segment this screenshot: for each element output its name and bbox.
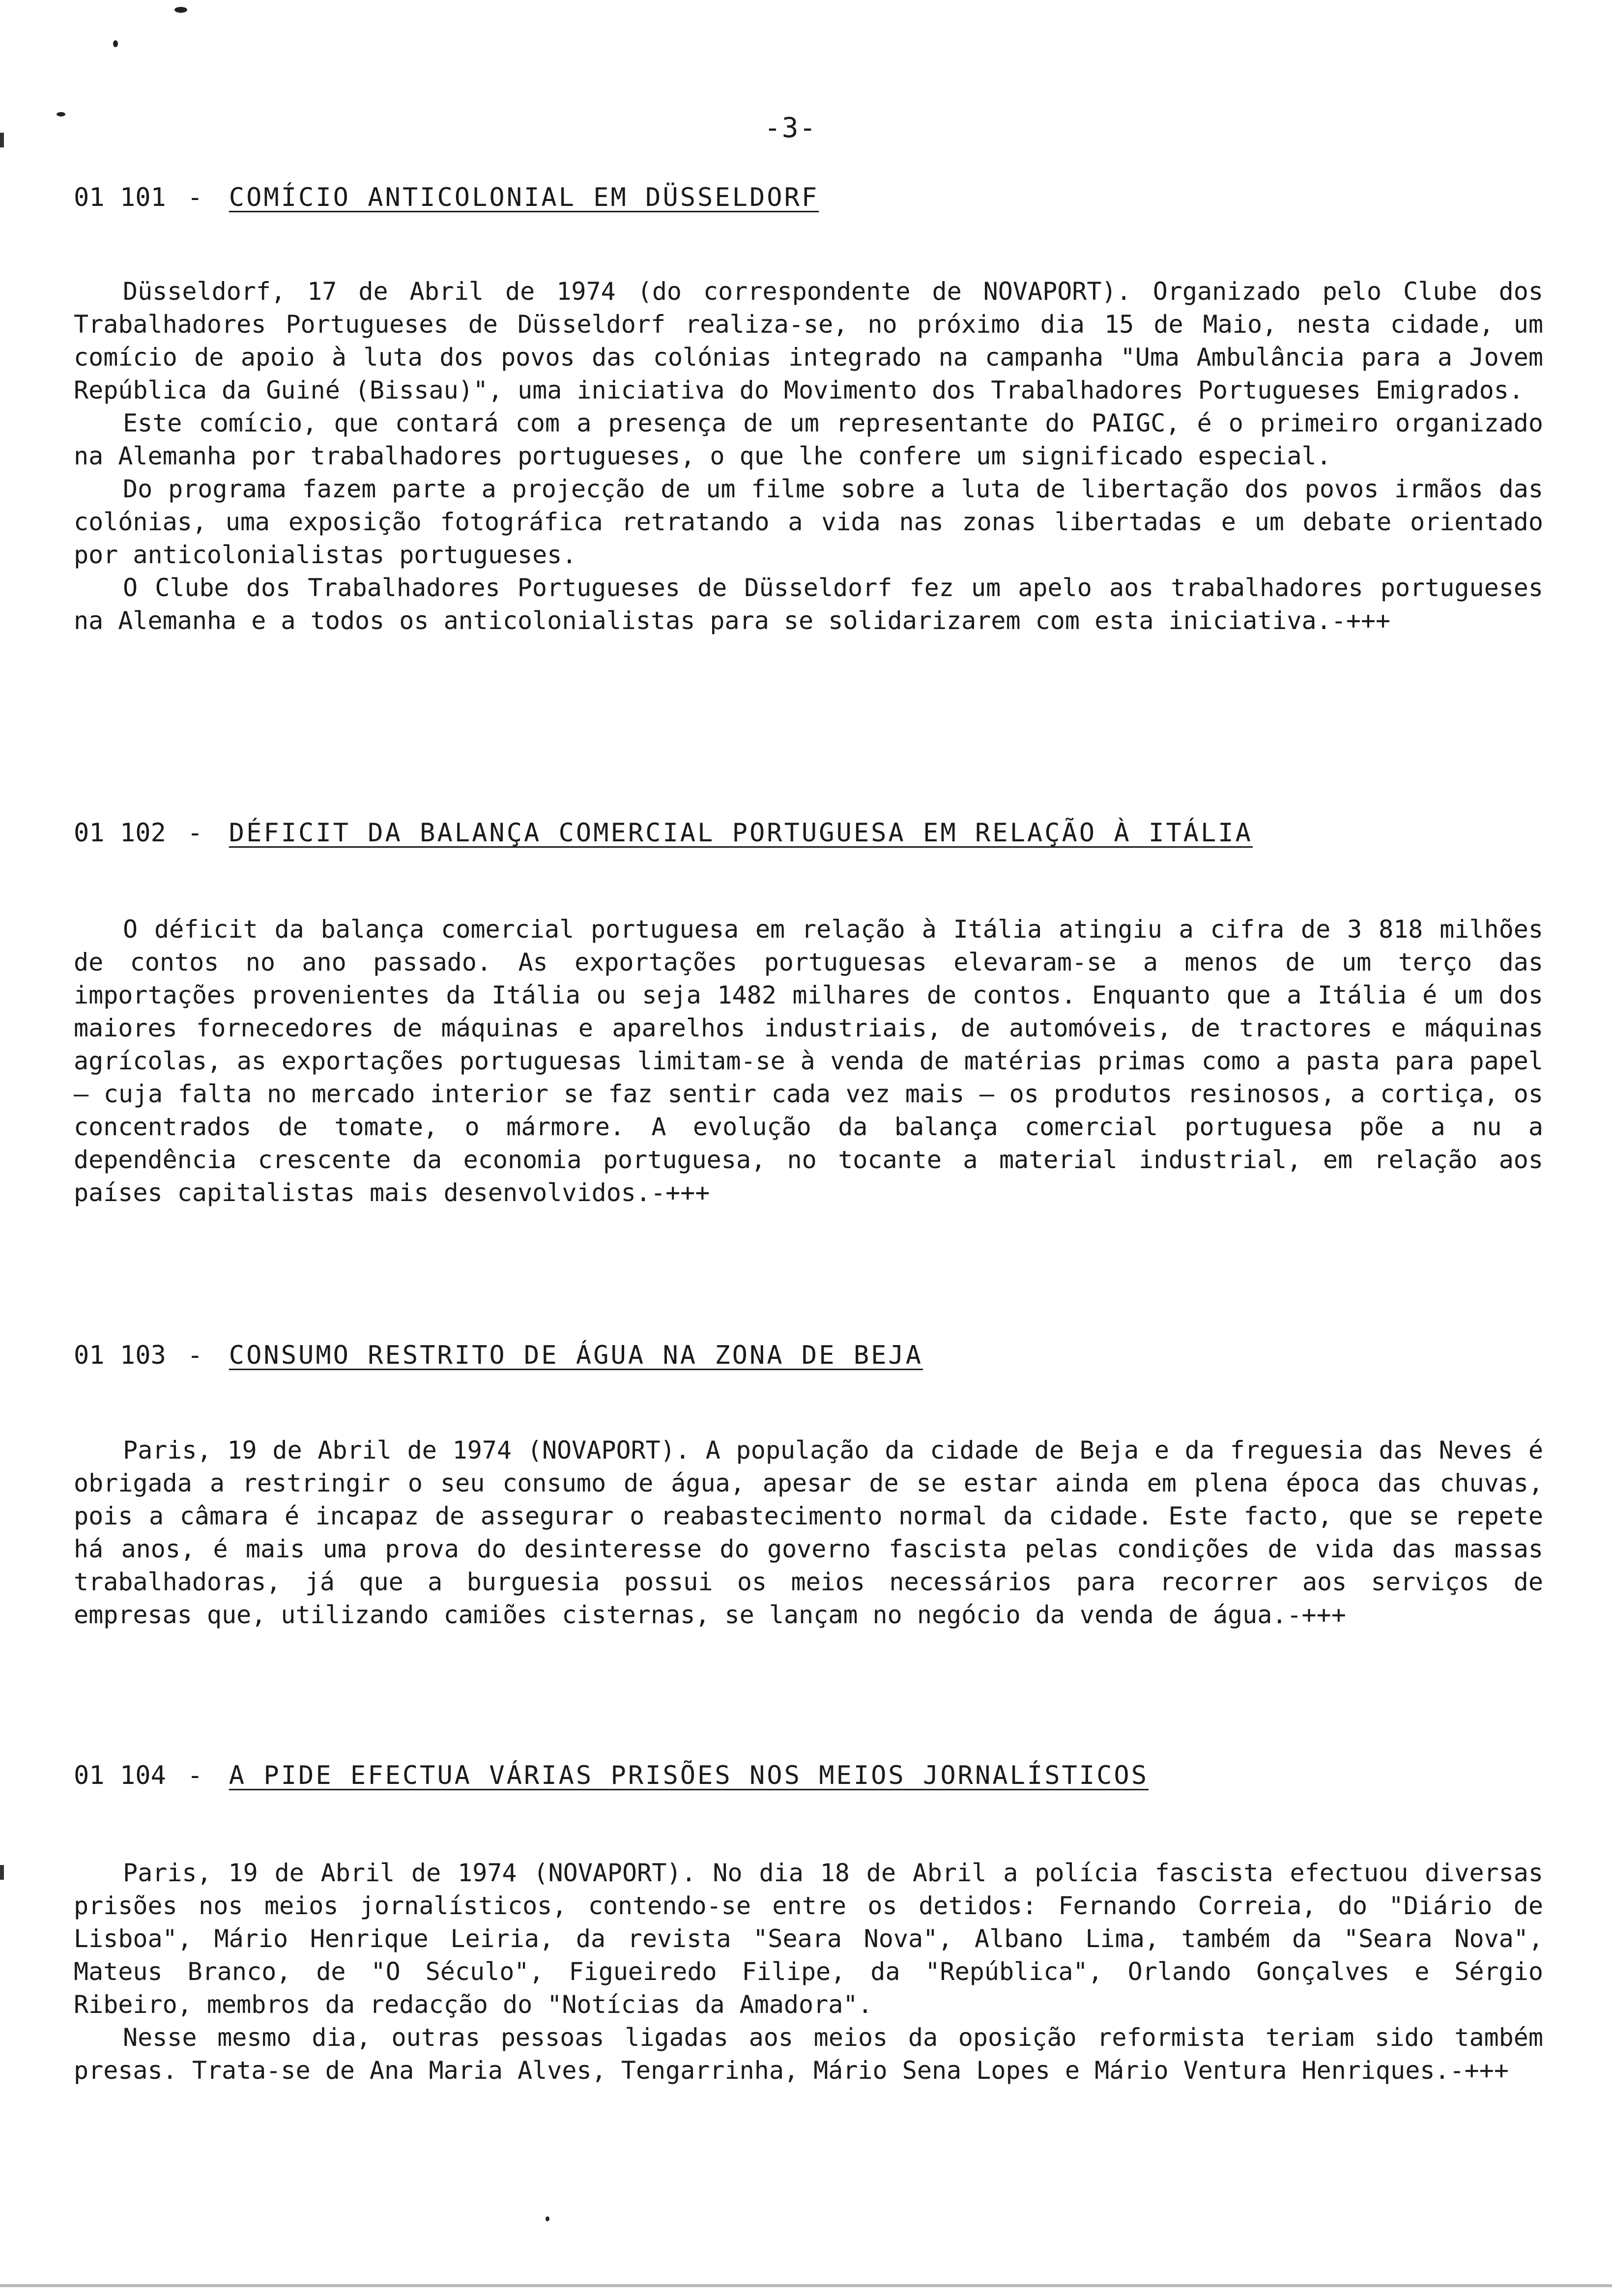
paragraph: Do programa fazem parte a projecção de um filme sobre a luta de libertação dos povos irmãos das colónias, uma exposição fotográfica retratando a vida nas zonas libertadas e um debate orientado por anticolonialistas portugueses. [74,475,1543,569]
paragraph: O déficit da balança comercial portuguesa em relação à Itália atingiu a cifra de 3 818 milhões de contos no ano passado. As exportações portuguesas elevaram-se a menos de um terço das importações provenientes da Itália ou seja 1482 milhares de contos. Enquanto que a Itália é um dos maiores fornecedores de máquinas e aparelhos industriais, de automóveis, de tractores e máquinas agrícolas, as exportações portuguesas limitam-se à venda de matérias primas como a pasta para papel — cuja falta no mercado interior se faz sentir cada vez mais — os produtos resinosos, a cortiça, os concentrados de tomate, o mármore. A evolução da balança comercial portuguesa põe a nu a dependência crescente da economia portuguesa, no tocante a material industrial, em relação aos países capitalistas mais desenvolvidos.-+++ [74,915,1543,1207]
item-body [74,913,1543,1209]
item-dash: - [187,183,203,212]
scan-bottom-edge [0,2284,1612,2287]
scan-speck [546,2216,549,2221]
item-title: DÉFICIT DA BALANÇA COMERCIAL PORTUGUESA EM RELAÇÃO À ITÁLIA [229,818,1253,848]
scan-speck [57,112,65,116]
item-title: COMÍCIO ANTICOLONIAL EM DÜSSELDORF [229,183,819,212]
item-body [74,275,1543,637]
item-number: 01 103 [74,1341,166,1370]
item-number: 01 102 [74,818,166,848]
page-number: -3- [764,112,817,144]
scan-edge-mark [0,1865,4,1880]
item-number: 01 101 [74,183,166,212]
item-heading [74,1341,923,1370]
item-body [74,1434,1543,1632]
item-dash: - [187,1341,203,1370]
item-heading [74,818,1253,848]
paragraph: Este comício, que contará com a presença de um representante do PAIGC, é o primeiro organizado na Alemanha por trabalhadores portugueses, o que lhe confere um significado especial. [74,409,1543,470]
paragraph: Paris, 19 de Abril de 1974 (NOVAPORT). A população da cidade de Beja e da freguesia das Neves é obrigada a restringir o seu consumo de água, apesar de se estar ainda em plena época das chuvas, pois a câmara é incapaz de assegurar o reabastecimento normal da cidade. Este facto, que se repete há anos, é mais uma prova do desinteresse do governo fascista pelas condições de vida das massas trabalhadoras, já que a burguesia possui os meios necessários para recorrer aos serviços de empresas que, utilizando camiões cisternas, se lançam no negócio da venda de água.-+++ [74,1436,1543,1629]
scan-edge-mark [0,133,4,147]
paragraph: Paris, 19 de Abril de 1974 (NOVAPORT). No dia 18 de Abril a polícia fascista efectuou diversas prisões nos meios jornalísticos, contendo-se entre os detidos: Fernando Correia, do "Diário de Lisboa", Mário Henrique Leiria, da revista "Seara Nova", Albano Lima, também da "Seara Nova", Mateus Branco, de "O Século", Figueiredo Filipe, da "República", Orlando Gonçalves e Sérgio Ribeiro, membros da redacção do "Notícias da Amadora". [74,1859,1543,2019]
item-heading [74,183,819,212]
paragraph: Nesse mesmo dia, outras pessoas ligadas aos meios da oposição reformista teriam sido também presas. Trata-se de Ana Maria Alves, Tengarrinha, Mário Sena Lopes e Mário Ventura Henriques.-+++ [74,2023,1543,2085]
item-heading [74,1761,1149,1790]
item-dash: - [187,818,203,848]
item-title: CONSUMO RESTRITO DE ÁGUA NA ZONA DE BEJA [229,1341,923,1370]
scan-speck [113,40,118,47]
item-number: 01 104 [74,1761,166,1790]
item-title: A PIDE EFECTUA VÁRIAS PRISÕES NOS MEIOS JORNALÍSTICOS [229,1761,1149,1790]
scan-speck [174,7,187,13]
item-dash: - [187,1761,203,1790]
paragraph: O Clube dos Trabalhadores Portugueses de Düsseldorf fez um apelo aos trabalhadores portugueses na Alemanha e a todos os anticolonialistas para se solidarizarem com esta iniciativa.-+++ [74,574,1543,635]
item-body [74,1857,1543,2087]
paragraph: Düsseldorf, 17 de Abril de 1974 (do correspondente de NOVAPORT). Organizado pelo Clube dos Trabalhadores Portugueses de Düsseldorf realiza-se, no próximo dia 15 de Maio, nesta cidade, um comício de apoio à luta dos povos das colónias integrado na campanha "Uma Ambulância para a Jovem República da Guiné (Bissau)", uma iniciativa do Movimento dos Trabalhadores Portugueses Emigrados. [74,277,1543,404]
